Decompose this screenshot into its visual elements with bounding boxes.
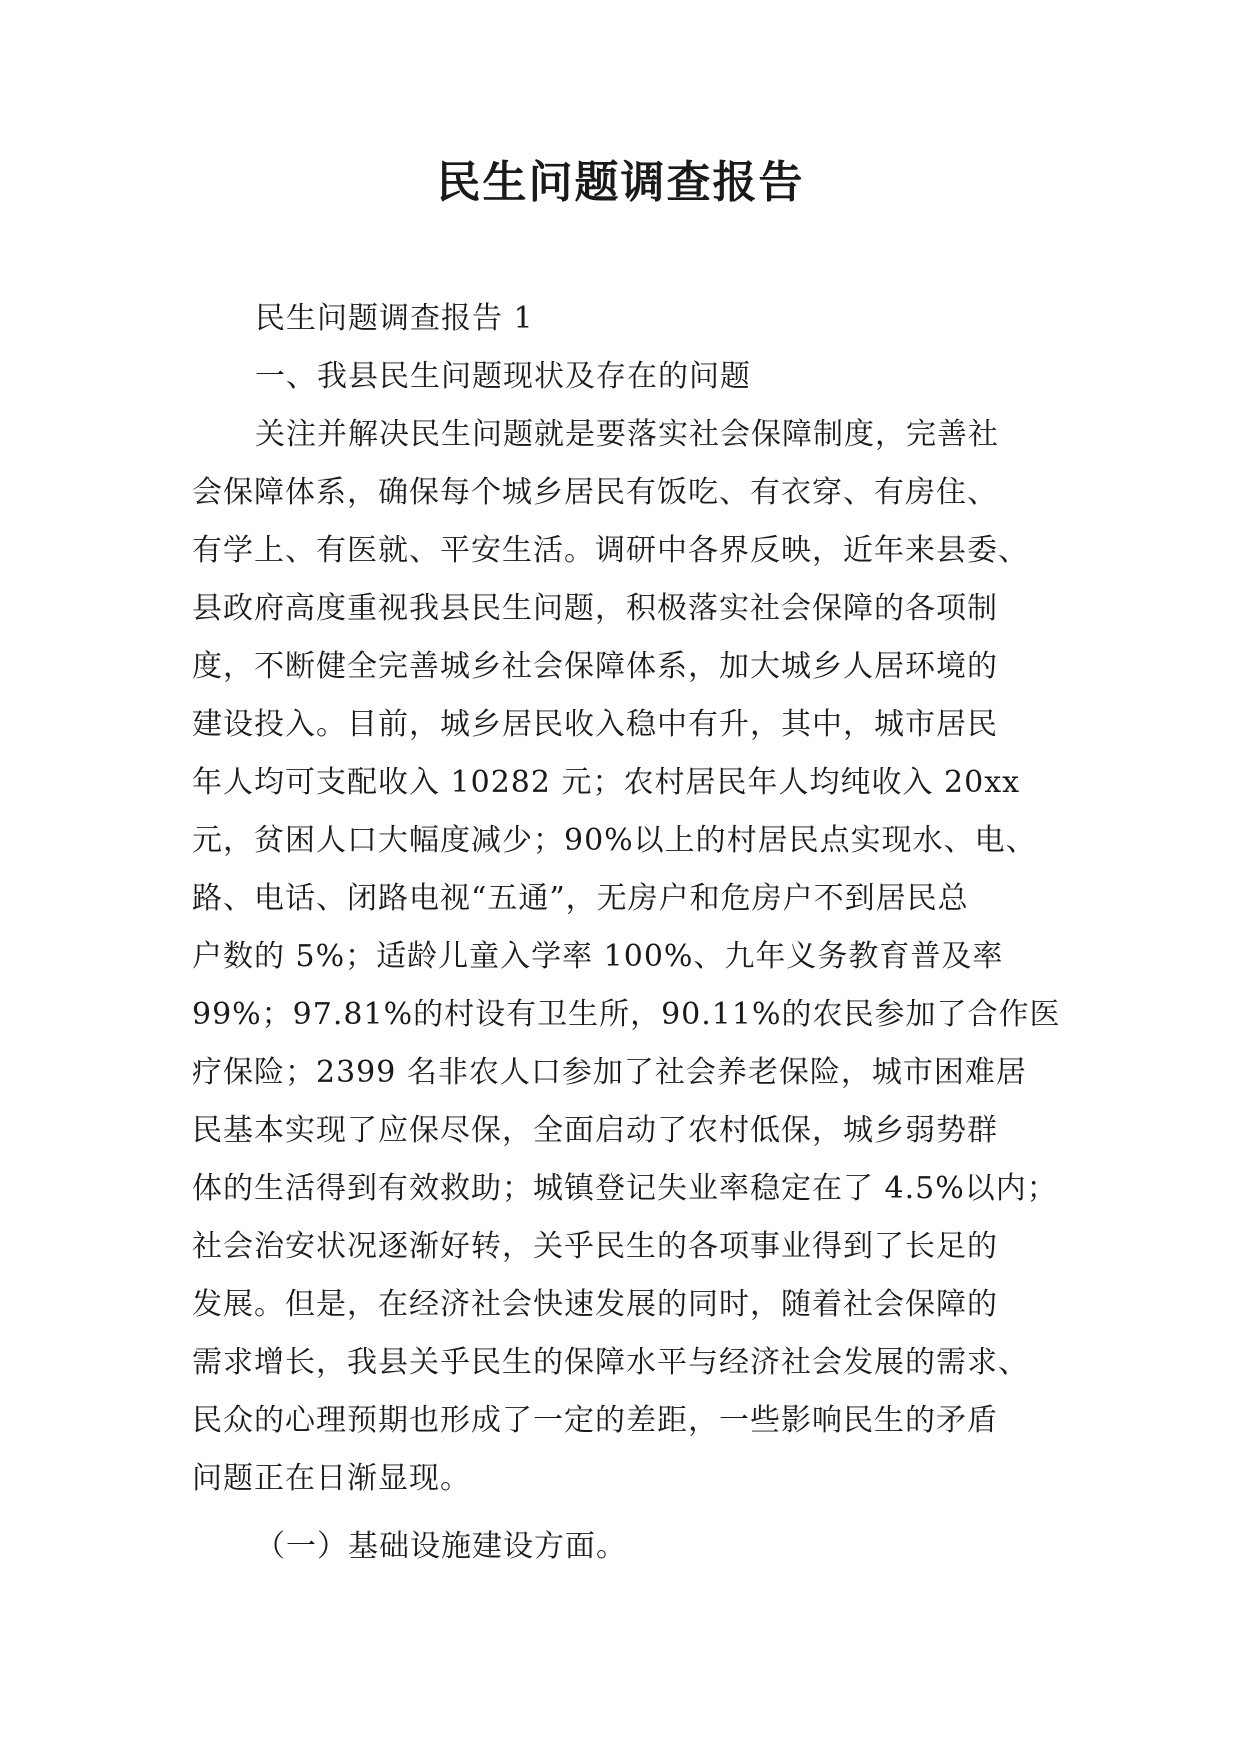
document-title: 民生问题调查报告 [436, 157, 805, 208]
paragraph-line: 需求增长，我县关乎民生的保障水平与经济社会发展的需求、 [192, 1345, 1029, 1380]
document-body [192, 290, 1061, 1576]
paragraph-line: 户数的 5%；适龄儿童入学率 100%、九年义务教育普及率 [192, 939, 1004, 974]
paragraph-line: 发展。但是，在经济社会快速发展的同时，随着社会保障的 [192, 1287, 998, 1322]
paragraph-line: 有学上、有医就、平安生活。调研中各界反映，近年来县委、 [192, 533, 1029, 568]
paragraph-line: 度，不断健全完善城乡社会保障体系，加大城乡人居环境的 [192, 649, 998, 684]
paragraph-line: 会保障体系，确保每个城乡居民有饭吃、有衣穿、有房住、 [192, 475, 998, 510]
paragraph-line: 民众的心理预期也形成了一定的差距，一些影响民生的矛盾 [192, 1403, 998, 1438]
paragraph-line: 县政府高度重视我县民生问题，积极落实社会保障的各项制 [192, 591, 998, 626]
paragraph-line: 99%；97.81%的村设有卫生所，90.11%的农民参加了合作医 [192, 997, 1061, 1032]
section-heading: 一、我县民生问题现状及存在的问题 [255, 359, 751, 394]
paragraph-line: 疗保险；2399 名非农人口参加了社会养老保险，城市困难居 [192, 1055, 1027, 1090]
paragraph [192, 406, 1061, 1508]
paragraph-line: 元，贫困人口大幅度减少；90%以上的村居民点实现水、电、 [192, 823, 1037, 858]
paragraph-line: 问题正在日渐显现。 [192, 1461, 471, 1496]
subsection-heading: （一）基础设施建设方面。 [255, 1529, 627, 1564]
paragraph-line: 社会治安状况逐渐好转，关乎民生的各项事业得到了长足的 [192, 1229, 998, 1264]
paragraph-line: 体的生活得到有效救助；城镇登记失业率稳定在了 4.5%以内； [192, 1171, 1058, 1206]
paragraph-line: 关注并解决民生问题就是要落实社会保障制度，完善社 [255, 417, 999, 452]
paragraph-line: 路、电话、闭路电视“五通”，无房户和危房户不到居民总 [192, 881, 969, 916]
paragraph-line: 年人均可支配收入 10282 元；农村居民年人均纯收入 20xx [192, 765, 1021, 800]
report-subtitle: 民生问题调查报告 1 [255, 301, 534, 336]
paragraph-line: 建设投入。目前，城乡居民收入稳中有升，其中，城市居民 [192, 707, 998, 742]
paragraph-line: 民基本实现了应保尽保，全面启动了农村低保，城乡弱势群 [192, 1113, 998, 1148]
